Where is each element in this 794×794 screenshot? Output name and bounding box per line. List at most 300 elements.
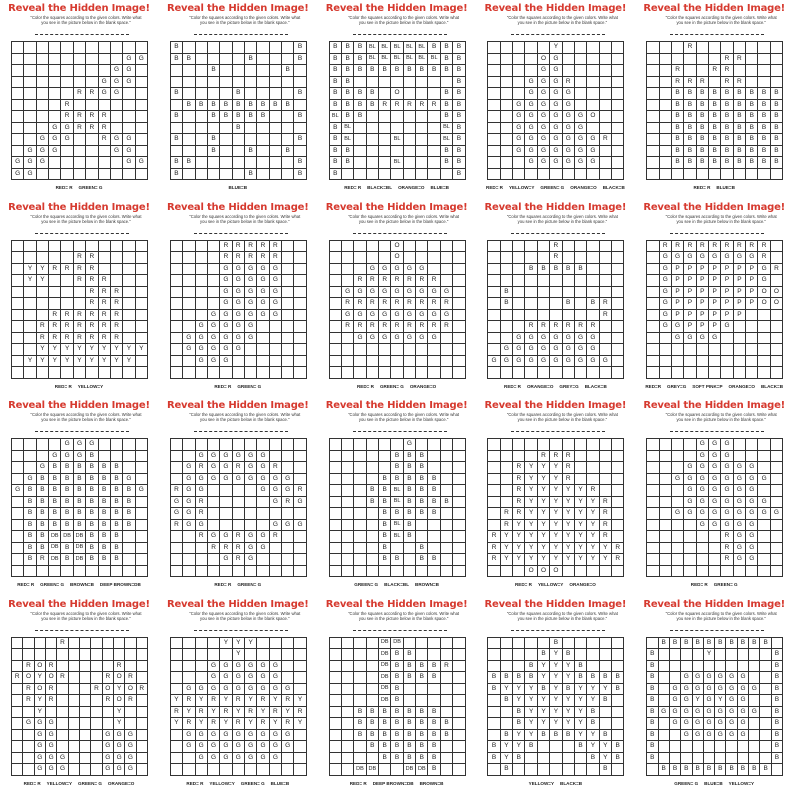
grid-cell[interactable]: DB: [416, 764, 428, 776]
grid-cell[interactable]: [746, 321, 758, 333]
grid-cell[interactable]: G: [550, 356, 562, 368]
grid-cell[interactable]: BL: [391, 497, 403, 509]
grid-cell[interactable]: Y: [587, 684, 599, 696]
grid-cell[interactable]: B: [391, 672, 403, 684]
grid-cell[interactable]: B: [99, 543, 111, 555]
grid-cell[interactable]: R: [49, 321, 61, 333]
grid-cell[interactable]: Y: [550, 672, 562, 684]
grid-cell[interactable]: [670, 649, 681, 661]
grid-cell[interactable]: R: [513, 485, 525, 497]
grid-cell[interactable]: Y: [600, 753, 612, 765]
grid-cell[interactable]: G: [220, 554, 232, 566]
grid-cell[interactable]: B: [600, 764, 612, 776]
grid-cell[interactable]: R: [196, 462, 208, 474]
grid-cell[interactable]: [771, 520, 783, 532]
grid-cell[interactable]: B: [208, 146, 220, 158]
grid-cell[interactable]: [99, 54, 111, 66]
grid-cell[interactable]: G: [270, 298, 282, 310]
grid-cell[interactable]: G: [220, 474, 232, 486]
grid-cell[interactable]: [330, 485, 342, 497]
grid-cell[interactable]: [233, 520, 245, 532]
grid-cell[interactable]: G: [726, 695, 737, 707]
grid-cell[interactable]: R: [563, 462, 575, 474]
grid-cell[interactable]: [12, 451, 24, 463]
grid-cell[interactable]: G: [758, 264, 770, 276]
grid-cell[interactable]: B: [600, 672, 612, 684]
grid-cell[interactable]: [501, 707, 513, 719]
grid-cell[interactable]: G: [37, 146, 49, 158]
grid-cell[interactable]: [245, 566, 257, 578]
grid-cell[interactable]: P: [709, 321, 721, 333]
grid-cell[interactable]: Y: [86, 344, 98, 356]
grid-cell[interactable]: [660, 451, 672, 463]
grid-cell[interactable]: G: [12, 485, 24, 497]
grid-cell[interactable]: B: [563, 684, 575, 696]
grid-cell[interactable]: G: [681, 695, 692, 707]
grid-cell[interactable]: G: [693, 707, 704, 719]
grid-cell[interactable]: R: [196, 497, 208, 509]
grid-cell[interactable]: [404, 111, 416, 123]
grid-cell[interactable]: B: [563, 298, 575, 310]
grid-cell[interactable]: B: [123, 520, 135, 532]
grid-cell[interactable]: B: [670, 764, 681, 776]
grid-cell[interactable]: B: [367, 718, 379, 730]
grid-cell[interactable]: [416, 684, 428, 696]
grid-cell[interactable]: [123, 298, 135, 310]
grid-cell[interactable]: R: [282, 695, 294, 707]
grid-cell[interactable]: [171, 753, 183, 765]
grid-cell[interactable]: P: [697, 321, 709, 333]
grid-cell[interactable]: [416, 88, 428, 100]
grid-cell[interactable]: Y: [513, 543, 525, 555]
grid-cell[interactable]: P: [672, 298, 684, 310]
grid-cell[interactable]: O: [550, 566, 562, 578]
grid-cell[interactable]: P: [684, 264, 696, 276]
grid-cell[interactable]: R: [404, 321, 416, 333]
grid-cell[interactable]: [270, 111, 282, 123]
grid-cell[interactable]: B: [294, 157, 306, 169]
grid-cell[interactable]: [342, 764, 354, 776]
grid-cell[interactable]: [734, 65, 746, 77]
grid-cell[interactable]: Y: [600, 741, 612, 753]
grid-cell[interactable]: DB: [379, 661, 391, 673]
grid-cell[interactable]: R: [428, 321, 440, 333]
grid-cell[interactable]: B: [354, 42, 366, 54]
grid-cell[interactable]: G: [35, 753, 46, 765]
grid-cell[interactable]: B: [416, 730, 428, 742]
grid-cell[interactable]: B: [709, 111, 721, 123]
grid-cell[interactable]: [137, 661, 148, 673]
grid-cell[interactable]: Y: [74, 344, 86, 356]
grid-cell[interactable]: G: [233, 287, 245, 299]
grid-cell[interactable]: BL: [391, 134, 403, 146]
grid-cell[interactable]: B: [647, 684, 658, 696]
grid-cell[interactable]: [587, 42, 599, 54]
grid-cell[interactable]: [111, 241, 123, 253]
grid-cell[interactable]: [61, 241, 73, 253]
grid-cell[interactable]: [137, 649, 148, 661]
grid-cell[interactable]: [233, 146, 245, 158]
grid-cell[interactable]: G: [563, 356, 575, 368]
grid-cell[interactable]: [136, 146, 148, 158]
grid-cell[interactable]: [659, 661, 670, 673]
grid-cell[interactable]: R: [74, 111, 86, 123]
grid-cell[interactable]: [697, 42, 709, 54]
grid-cell[interactable]: [428, 88, 440, 100]
grid-cell[interactable]: [501, 333, 513, 345]
grid-cell[interactable]: [771, 65, 783, 77]
grid-cell[interactable]: [404, 77, 416, 89]
grid-cell[interactable]: [74, 65, 86, 77]
grid-cell[interactable]: [245, 649, 257, 661]
grid-cell[interactable]: [416, 649, 428, 661]
grid-cell[interactable]: [270, 638, 282, 650]
grid-cell[interactable]: [488, 169, 500, 181]
grid-cell[interactable]: [37, 42, 49, 54]
grid-cell[interactable]: R: [233, 241, 245, 253]
grid-cell[interactable]: [612, 333, 624, 345]
grid-cell[interactable]: B: [404, 718, 416, 730]
grid-cell[interactable]: G: [525, 333, 537, 345]
grid-cell[interactable]: [563, 65, 575, 77]
grid-cell[interactable]: [24, 54, 36, 66]
grid-cell[interactable]: [330, 333, 342, 345]
grid-cell[interactable]: Y: [136, 344, 148, 356]
grid-cell[interactable]: [37, 451, 49, 463]
grid-cell[interactable]: [488, 661, 500, 673]
grid-cell[interactable]: G: [220, 264, 232, 276]
grid-cell[interactable]: B: [379, 485, 391, 497]
grid-cell[interactable]: B: [379, 753, 391, 765]
grid-cell[interactable]: [453, 520, 465, 532]
grid-cell[interactable]: [672, 554, 684, 566]
grid-cell[interactable]: [103, 718, 114, 730]
grid-cell[interactable]: [245, 123, 257, 135]
grid-cell[interactable]: B: [709, 123, 721, 135]
grid-cell[interactable]: [208, 497, 220, 509]
grid-cell[interactable]: B: [428, 753, 440, 765]
grid-cell[interactable]: [74, 54, 86, 66]
grid-cell[interactable]: [367, 111, 379, 123]
grid-cell[interactable]: [354, 123, 366, 135]
grid-cell[interactable]: R: [99, 298, 111, 310]
grid-cell[interactable]: B: [183, 157, 195, 169]
grid-cell[interactable]: G: [342, 287, 354, 299]
grid-cell[interactable]: B: [428, 554, 440, 566]
grid-cell[interactable]: G: [49, 134, 61, 146]
grid-cell[interactable]: B: [379, 741, 391, 753]
grid-cell[interactable]: [12, 474, 24, 486]
grid-cell[interactable]: O: [538, 566, 550, 578]
grid-cell[interactable]: [342, 753, 354, 765]
grid-cell[interactable]: [86, 157, 98, 169]
grid-cell[interactable]: G: [46, 741, 57, 753]
grid-cell[interactable]: [441, 566, 453, 578]
grid-cell[interactable]: R: [367, 298, 379, 310]
grid-cell[interactable]: [441, 333, 453, 345]
grid-cell[interactable]: B: [488, 741, 500, 753]
grid-cell[interactable]: [379, 451, 391, 463]
grid-cell[interactable]: [404, 566, 416, 578]
grid-cell[interactable]: [647, 474, 659, 486]
grid-cell[interactable]: [294, 462, 306, 474]
grid-cell[interactable]: [220, 497, 232, 509]
grid-cell[interactable]: [125, 661, 136, 673]
grid-cell[interactable]: [404, 356, 416, 368]
grid-cell[interactable]: B: [771, 157, 783, 169]
grid-cell[interactable]: B: [404, 741, 416, 753]
grid-cell[interactable]: B: [428, 497, 440, 509]
grid-cell[interactable]: [99, 451, 111, 463]
grid-cell[interactable]: B: [37, 497, 49, 509]
grid-cell[interactable]: B: [453, 42, 465, 54]
grid-cell[interactable]: G: [208, 310, 220, 322]
grid-cell[interactable]: [488, 451, 500, 463]
grid-cell[interactable]: [137, 638, 148, 650]
grid-cell[interactable]: G: [758, 508, 770, 520]
grid-cell[interactable]: Y: [49, 344, 61, 356]
grid-cell[interactable]: [208, 123, 220, 135]
grid-cell[interactable]: G: [513, 333, 525, 345]
grid-cell[interactable]: [681, 649, 692, 661]
grid-cell[interactable]: B: [672, 157, 684, 169]
grid-cell[interactable]: [587, 287, 599, 299]
grid-cell[interactable]: G: [550, 88, 562, 100]
grid-cell[interactable]: R: [282, 718, 294, 730]
grid-cell[interactable]: B: [354, 88, 366, 100]
grid-cell[interactable]: Y: [538, 531, 550, 543]
grid-cell[interactable]: [647, 451, 659, 463]
grid-cell[interactable]: [758, 451, 770, 463]
grid-cell[interactable]: B: [391, 695, 403, 707]
grid-cell[interactable]: [136, 123, 148, 135]
grid-cell[interactable]: Y: [525, 531, 537, 543]
grid-cell[interactable]: R: [61, 100, 73, 112]
grid-cell[interactable]: [441, 543, 453, 555]
grid-cell[interactable]: B: [428, 718, 440, 730]
grid-cell[interactable]: G: [245, 684, 257, 696]
grid-cell[interactable]: G: [103, 764, 114, 776]
grid-cell[interactable]: [758, 566, 770, 578]
grid-cell[interactable]: Y: [513, 531, 525, 543]
grid-cell[interactable]: [575, 275, 587, 287]
grid-cell[interactable]: Y: [123, 344, 135, 356]
grid-cell[interactable]: G: [136, 54, 148, 66]
grid-cell[interactable]: R: [86, 252, 98, 264]
grid-cell[interactable]: [183, 554, 195, 566]
grid-cell[interactable]: [587, 252, 599, 264]
grid-cell[interactable]: G: [245, 298, 257, 310]
grid-cell[interactable]: B: [367, 88, 379, 100]
grid-cell[interactable]: R: [563, 77, 575, 89]
grid-cell[interactable]: B: [330, 157, 342, 169]
grid-cell[interactable]: G: [563, 100, 575, 112]
grid-cell[interactable]: G: [681, 730, 692, 742]
grid-cell[interactable]: [342, 264, 354, 276]
grid-cell[interactable]: R: [233, 531, 245, 543]
grid-cell[interactable]: Y: [270, 695, 282, 707]
grid-cell[interactable]: Y: [575, 508, 587, 520]
grid-cell[interactable]: G: [379, 333, 391, 345]
grid-cell[interactable]: G: [257, 451, 269, 463]
grid-cell[interactable]: G: [220, 310, 232, 322]
grid-cell[interactable]: [80, 672, 91, 684]
grid-cell[interactable]: [391, 146, 403, 158]
grid-cell[interactable]: [49, 111, 61, 123]
grid-cell[interactable]: Y: [114, 684, 125, 696]
grid-cell[interactable]: [220, 520, 232, 532]
grid-cell[interactable]: [513, 287, 525, 299]
grid-cell[interactable]: [208, 520, 220, 532]
grid-cell[interactable]: B: [738, 764, 749, 776]
grid-cell[interactable]: [220, 764, 232, 776]
grid-cell[interactable]: [294, 356, 306, 368]
grid-cell[interactable]: B: [391, 707, 403, 719]
grid-cell[interactable]: G: [245, 730, 257, 742]
grid-cell[interactable]: B: [61, 508, 73, 520]
grid-cell[interactable]: B: [61, 543, 73, 555]
grid-cell[interactable]: [270, 123, 282, 135]
grid-cell[interactable]: B: [330, 100, 342, 112]
grid-cell[interactable]: G: [367, 264, 379, 276]
grid-cell[interactable]: G: [270, 485, 282, 497]
grid-cell[interactable]: [171, 65, 183, 77]
grid-cell[interactable]: G: [294, 520, 306, 532]
grid-cell[interactable]: [612, 54, 624, 66]
grid-cell[interactable]: B: [416, 543, 428, 555]
grid-cell[interactable]: B: [367, 65, 379, 77]
grid-cell[interactable]: B: [441, 100, 453, 112]
grid-cell[interactable]: [80, 649, 91, 661]
grid-cell[interactable]: [488, 264, 500, 276]
grid-cell[interactable]: [672, 520, 684, 532]
grid-cell[interactable]: B: [367, 497, 379, 509]
grid-cell[interactable]: [488, 146, 500, 158]
grid-cell[interactable]: R: [721, 554, 733, 566]
grid-cell[interactable]: B: [647, 649, 658, 661]
grid-cell[interactable]: [57, 730, 68, 742]
grid-cell[interactable]: [86, 100, 98, 112]
grid-cell[interactable]: [647, 123, 659, 135]
grid-cell[interactable]: G: [681, 718, 692, 730]
grid-cell[interactable]: B: [772, 684, 783, 696]
grid-cell[interactable]: G: [749, 684, 760, 696]
grid-cell[interactable]: Y: [37, 264, 49, 276]
grid-cell[interactable]: [704, 741, 715, 753]
grid-cell[interactable]: R: [721, 531, 733, 543]
grid-cell[interactable]: B: [367, 100, 379, 112]
grid-cell[interactable]: B: [709, 157, 721, 169]
grid-cell[interactable]: [660, 134, 672, 146]
grid-cell[interactable]: Y: [575, 520, 587, 532]
grid-cell[interactable]: G: [525, 77, 537, 89]
grid-cell[interactable]: R: [367, 275, 379, 287]
grid-cell[interactable]: [24, 42, 36, 54]
grid-cell[interactable]: Y: [538, 718, 550, 730]
grid-cell[interactable]: B: [354, 65, 366, 77]
grid-cell[interactable]: B: [575, 672, 587, 684]
grid-cell[interactable]: R: [428, 100, 440, 112]
grid-cell[interactable]: [294, 684, 306, 696]
grid-cell[interactable]: G: [46, 730, 57, 742]
grid-cell[interactable]: R: [37, 554, 49, 566]
grid-cell[interactable]: [282, 333, 294, 345]
grid-cell[interactable]: [600, 264, 612, 276]
grid-cell[interactable]: [660, 566, 672, 578]
grid-cell[interactable]: G: [367, 333, 379, 345]
grid-cell[interactable]: BL: [391, 42, 403, 54]
grid-cell[interactable]: G: [35, 730, 46, 742]
grid-cell[interactable]: G: [35, 741, 46, 753]
grid-cell[interactable]: [416, 638, 428, 650]
grid-cell[interactable]: [660, 88, 672, 100]
grid-cell[interactable]: G: [111, 146, 123, 158]
grid-cell[interactable]: Y: [525, 497, 537, 509]
grid-cell[interactable]: [647, 169, 659, 181]
grid-cell[interactable]: B: [220, 111, 232, 123]
grid-cell[interactable]: [488, 520, 500, 532]
grid-cell[interactable]: [137, 672, 148, 684]
grid-cell[interactable]: [270, 508, 282, 520]
grid-cell[interactable]: [391, 543, 403, 555]
grid-cell[interactable]: [294, 566, 306, 578]
grid-cell[interactable]: [709, 566, 721, 578]
grid-cell[interactable]: [647, 146, 659, 158]
grid-cell[interactable]: [69, 741, 80, 753]
grid-cell[interactable]: [453, 241, 465, 253]
grid-cell[interactable]: G: [550, 134, 562, 146]
grid-cell[interactable]: [233, 439, 245, 451]
grid-cell[interactable]: Y: [538, 661, 550, 673]
grid-cell[interactable]: G: [600, 356, 612, 368]
grid-cell[interactable]: [282, 344, 294, 356]
grid-cell[interactable]: B: [282, 100, 294, 112]
grid-cell[interactable]: [136, 531, 148, 543]
grid-cell[interactable]: [453, 684, 465, 696]
grid-cell[interactable]: P: [746, 275, 758, 287]
grid-cell[interactable]: [282, 753, 294, 765]
grid-cell[interactable]: G: [233, 333, 245, 345]
grid-cell[interactable]: [404, 123, 416, 135]
grid-cell[interactable]: [379, 111, 391, 123]
grid-cell[interactable]: [24, 344, 36, 356]
grid-cell[interactable]: Y: [600, 543, 612, 555]
grid-cell[interactable]: [354, 241, 366, 253]
grid-cell[interactable]: B: [428, 764, 440, 776]
grid-cell[interactable]: B: [391, 649, 403, 661]
grid-cell[interactable]: [746, 566, 758, 578]
grid-cell[interactable]: [563, 287, 575, 299]
grid-cell[interactable]: [660, 543, 672, 555]
grid-cell[interactable]: G: [697, 333, 709, 345]
grid-cell[interactable]: [24, 123, 36, 135]
grid-cell[interactable]: BL: [367, 54, 379, 66]
grid-cell[interactable]: P: [684, 321, 696, 333]
grid-cell[interactable]: B: [24, 543, 36, 555]
grid-cell[interactable]: [99, 439, 111, 451]
grid-cell[interactable]: [513, 275, 525, 287]
grid-cell[interactable]: [647, 65, 659, 77]
grid-cell[interactable]: [513, 321, 525, 333]
grid-cell[interactable]: [136, 321, 148, 333]
grid-cell[interactable]: G: [35, 718, 46, 730]
grid-cell[interactable]: R: [12, 672, 23, 684]
grid-cell[interactable]: [600, 287, 612, 299]
grid-cell[interactable]: G: [49, 146, 61, 158]
grid-cell[interactable]: G: [684, 474, 696, 486]
grid-cell[interactable]: B: [760, 764, 771, 776]
grid-cell[interactable]: [672, 462, 684, 474]
